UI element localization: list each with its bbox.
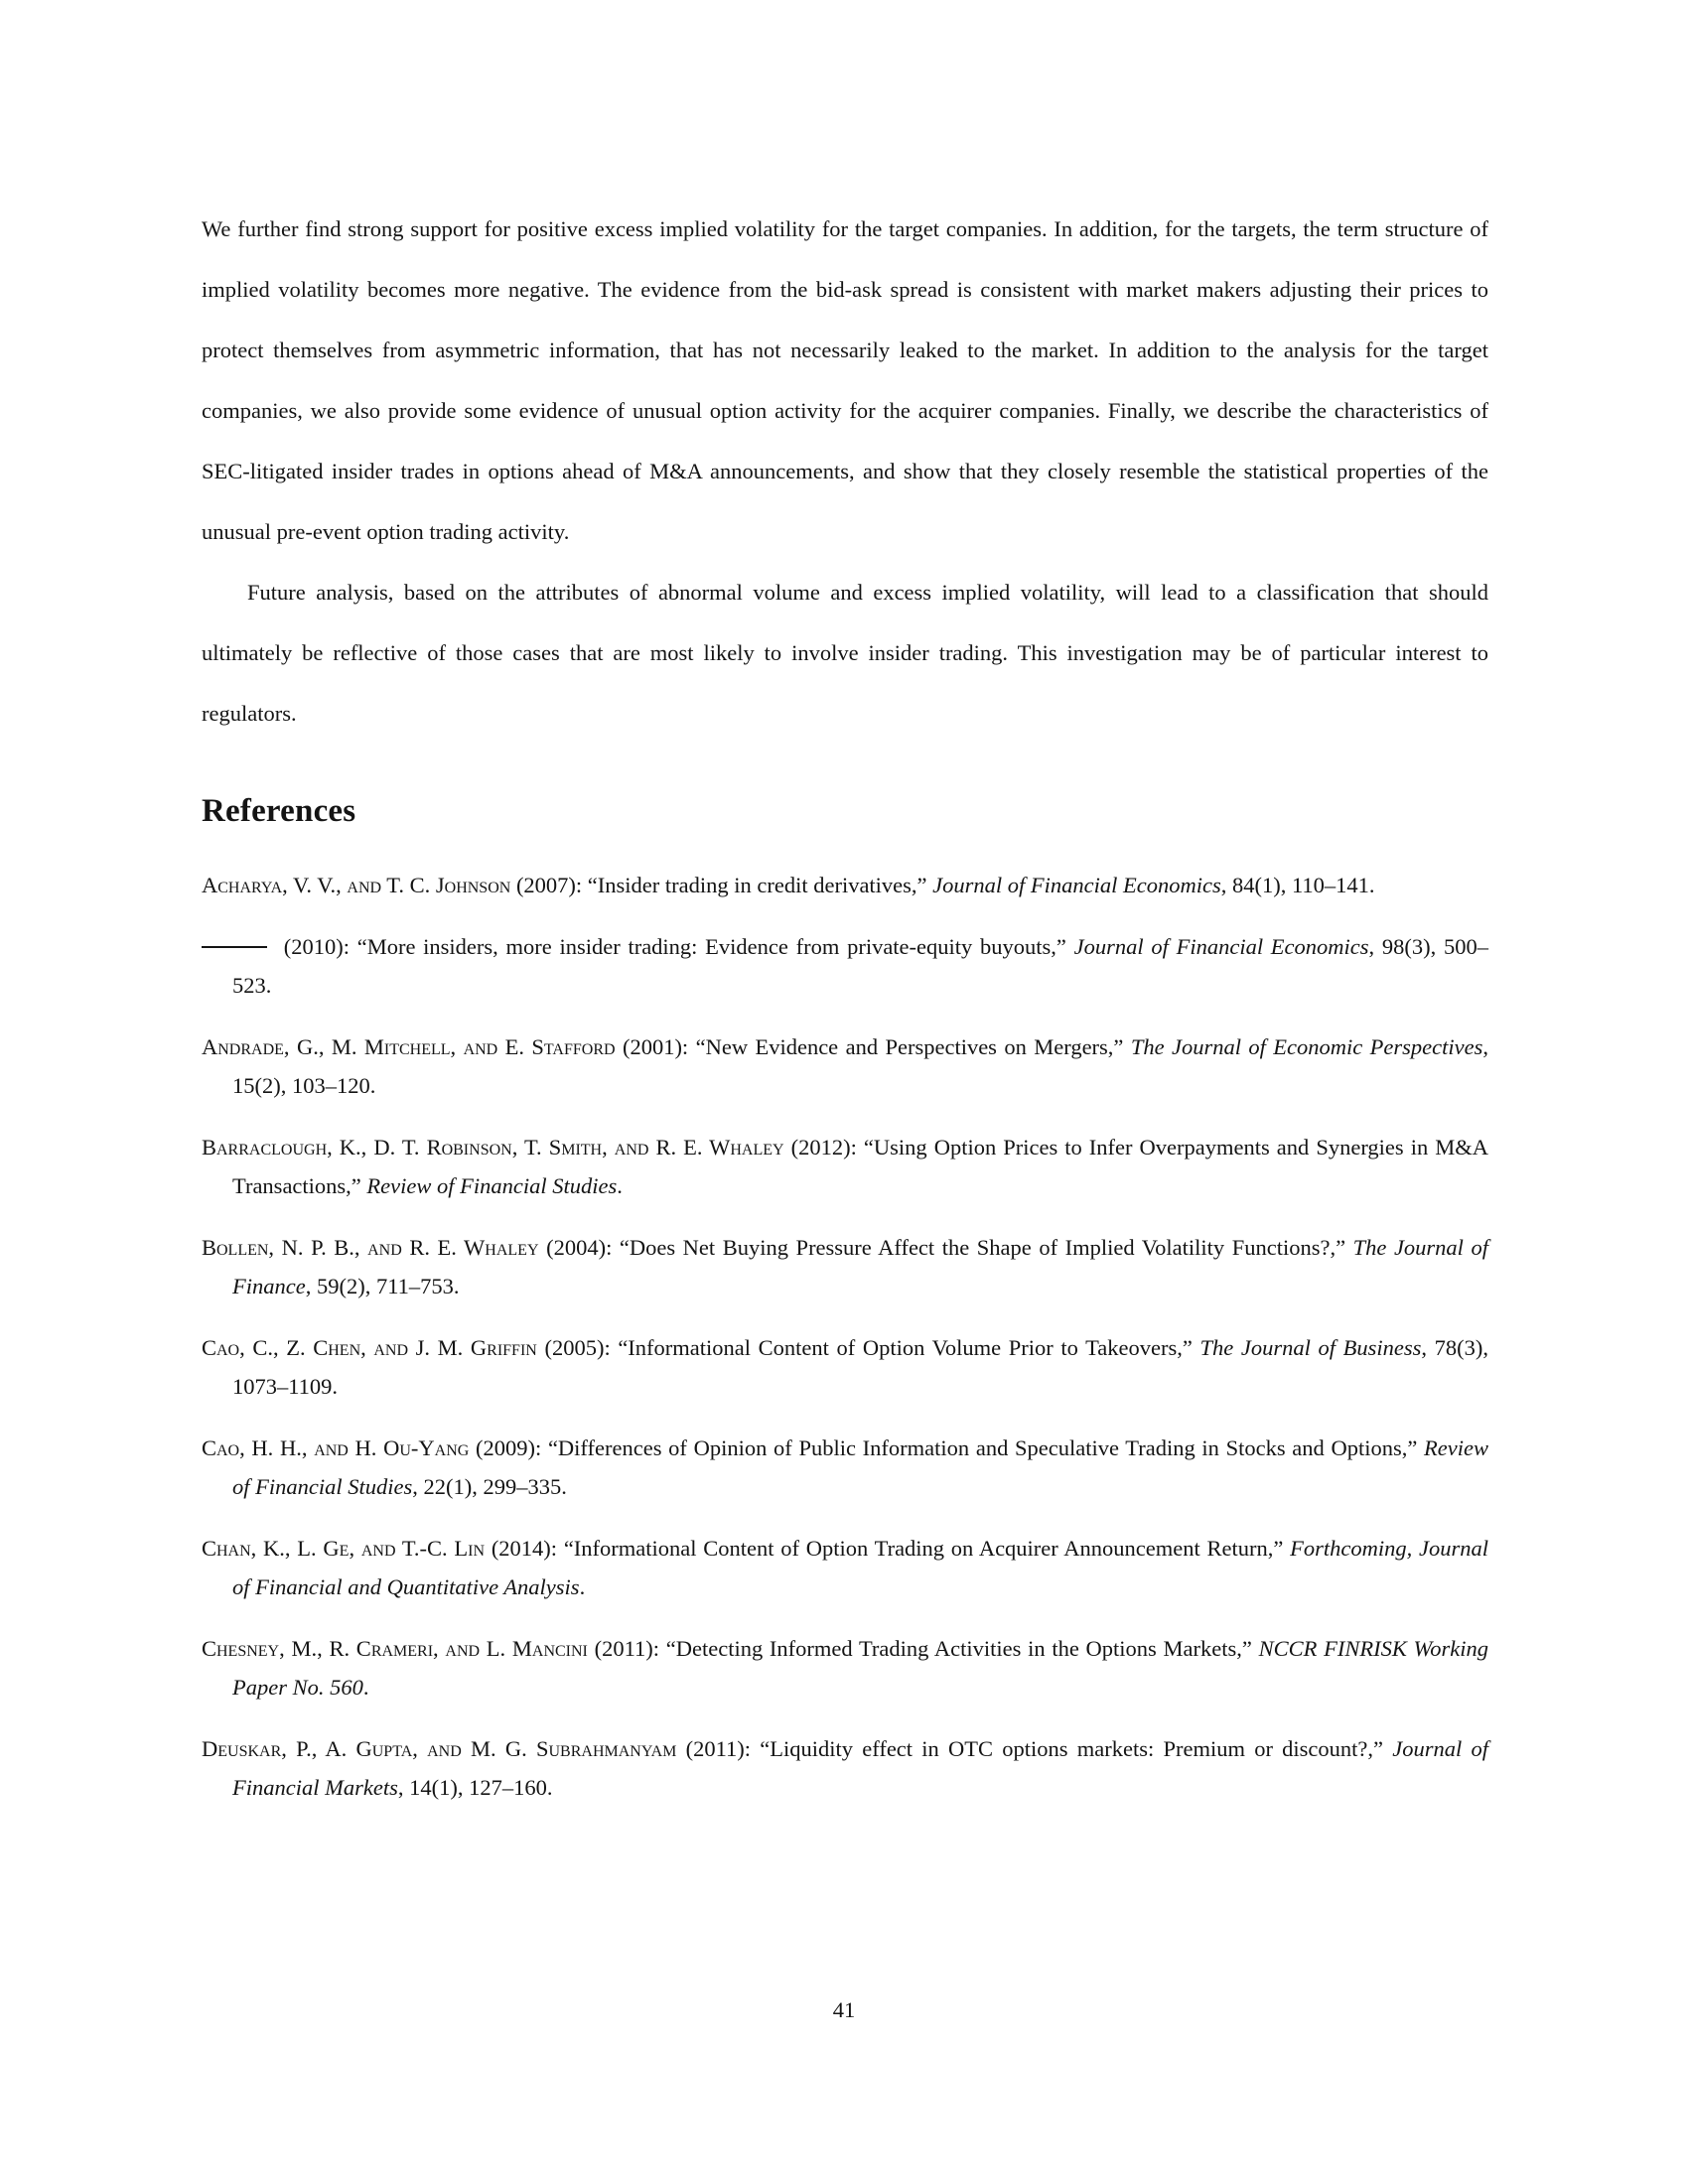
reference-segment: (2011): “Detecting Informed Trading Activities in the Options Markets,” bbox=[587, 1636, 1259, 1661]
reference-segment: , 98(3), 500–523. bbox=[232, 934, 1488, 998]
reference-entry bbox=[202, 1228, 1488, 1305]
reference-segment: (2001): “New Evidence and Perspectives on Mergers,” bbox=[615, 1034, 1131, 1059]
reference-segment: (2011): “Liquidity effect in OTC options markets: Premium or discount?,” bbox=[676, 1736, 1393, 1761]
reference-segment: , 22(1), 299–335. bbox=[412, 1474, 567, 1499]
reference-segment: Chesney, M., R. Crameri, and L. Mancini bbox=[202, 1636, 588, 1661]
reference-segment: . bbox=[362, 1675, 369, 1700]
reference-segment: Journal of Financial Economics bbox=[932, 873, 1221, 897]
same-author-rule bbox=[202, 946, 267, 949]
reference-segment: Chan, K., L. Ge, and T.-C. Lin bbox=[202, 1536, 486, 1561]
reference-segment: , 15(2), 103–120. bbox=[232, 1034, 1488, 1098]
reference-entry bbox=[202, 1429, 1488, 1506]
reference-segment: (2007): “Insider trading in credit derivatives,” bbox=[510, 873, 933, 897]
body-paragraph-2: Future analysis, based on the attributes of abnormal volume and excess implied volatility, will lead to a classification that should ultimately be reflective of those cases that are most likely to involve insider trading. This investigation may be of particular interest to regulators. bbox=[202, 580, 1488, 726]
reference-segment: (2014): “Informational Content of Option Trading on Acquirer Announcement Return,” bbox=[485, 1536, 1291, 1561]
reference-entry bbox=[202, 866, 1488, 904]
reference-segment: Forthcoming, Journal of Financial and Quantitative Analysis bbox=[232, 1536, 1488, 1599]
references-heading: References bbox=[202, 793, 356, 829]
reference-segment: (2012): “Using Option Prices to Infer Overpayments and Synergies in M&A Transactions,” bbox=[232, 1135, 1489, 1198]
reference-segment: . bbox=[617, 1173, 623, 1198]
reference-segment: (2010): “More insiders, more insider trading: Evidence from private-equity buyouts,” bbox=[276, 934, 1074, 959]
reference-segment: The Journal of Economic Perspectives bbox=[1130, 1034, 1483, 1059]
reference-segment: The Journal of Business bbox=[1199, 1335, 1422, 1360]
reference-segment: NCCR FINRISK Working Paper No. 560 bbox=[232, 1636, 1488, 1700]
page-number: 41 bbox=[832, 1997, 856, 2022]
reference-segment: (2004): “Does Net Buying Pressure Affect the Shape of Implied Volatility Functions?,” bbox=[538, 1235, 1353, 1260]
reference-segment: . bbox=[579, 1574, 586, 1599]
page-content bbox=[202, 199, 1488, 1830]
references-list bbox=[202, 866, 1488, 1807]
reference-entry bbox=[202, 1128, 1488, 1205]
reference-segment: (2009): “Differences of Opinion of Public Information and Speculative Trading in Stocks and Options,” bbox=[469, 1435, 1425, 1460]
reference-segment: The Journal of Finance bbox=[232, 1235, 1489, 1298]
reference-segment: Journal of Financial Markets bbox=[232, 1736, 1488, 1800]
reference-segment: (2005): “Informational Content of Option Volume Prior to Takeovers,” bbox=[536, 1335, 1200, 1360]
reference-segment: Cao, H. H., and H. Ou-Yang bbox=[202, 1435, 470, 1460]
reference-segment: Review of Financial Studies bbox=[366, 1173, 618, 1198]
reference-segment: Journal of Financial Economics bbox=[1073, 934, 1369, 959]
reference-segment: , 14(1), 127–160. bbox=[397, 1775, 553, 1800]
reference-segment: Acharya, V. V., and T. C. Johnson bbox=[202, 873, 511, 897]
reference-segment: Deuskar, P., A. Gupta, and M. G. Subrahmanyam bbox=[202, 1736, 677, 1761]
reference-segment: , 59(2), 711–753. bbox=[305, 1274, 460, 1298]
reference-segment: Review of Financial Studies bbox=[232, 1435, 1488, 1499]
reference-segment: Barraclough, K., D. T. Robinson, T. Smith, and R. E. Whaley bbox=[202, 1135, 784, 1160]
reference-entry bbox=[202, 1629, 1488, 1706]
reference-entry bbox=[202, 1027, 1488, 1105]
reference-segment: Bollen, N. P. B., and R. E. Whaley bbox=[202, 1235, 539, 1260]
reference-segment: , 78(3), 1073–1109. bbox=[232, 1335, 1488, 1399]
reference-entry bbox=[202, 1328, 1488, 1406]
body-paragraph-1: We further find strong support for positive excess implied volatility for the target companies. In addition, for the targets, the term structure of implied volatility becomes more negative. The evidence from the bid-ask spread is consistent with market makers adjusting their prices to protect themselves from asymmetric information, that has not necessarily leaked to the market. In addition to the analysis for the target companies, we also provide some evidence of unusual option activity for the acquirer companies. Finally, we describe the characteristics of SEC-litigated insider trades in options ahead of M&A announcements, and show that they closely resemble the statistical properties of the unusual pre-event option trading activity. bbox=[202, 216, 1488, 544]
reference-segment: Andrade, G., M. Mitchell, and E. Stafford bbox=[202, 1034, 616, 1059]
reference-entry bbox=[202, 927, 1488, 1005]
reference-segment: Cao, C., Z. Chen, and J. M. Griffin bbox=[202, 1335, 537, 1360]
reference-entry bbox=[202, 1529, 1488, 1606]
reference-segment: , 84(1), 110–141. bbox=[1220, 873, 1375, 897]
reference-entry bbox=[202, 1729, 1488, 1807]
